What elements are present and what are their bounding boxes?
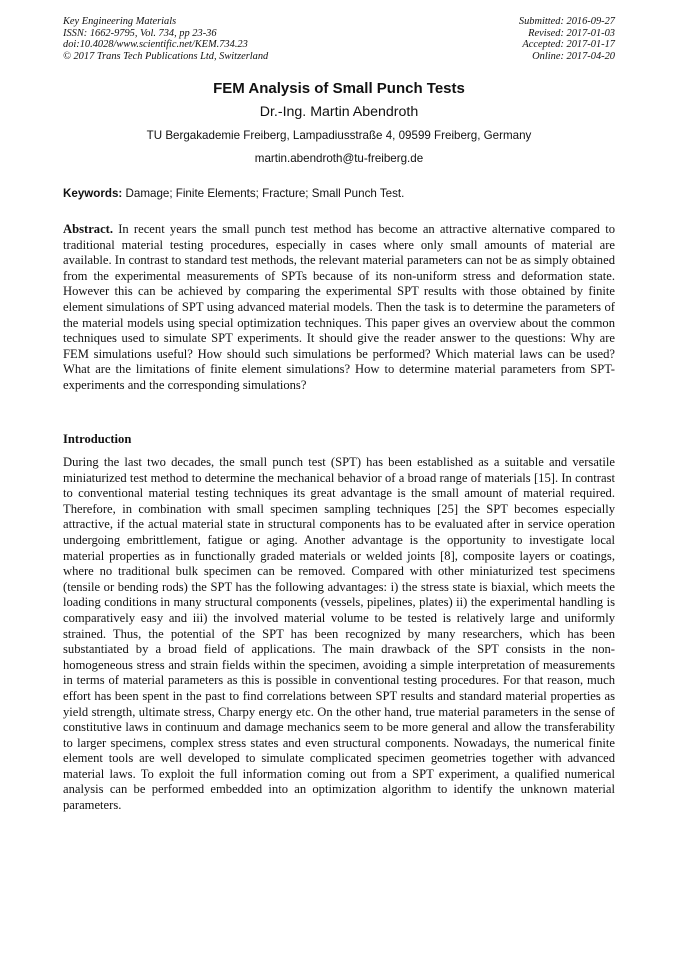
abstract [63, 222, 615, 394]
revised-date: Revised: 2017-01-03 [528, 27, 615, 39]
author-email: martin.abendroth@tu-freiberg.de [254, 152, 424, 165]
paper-title: FEM Analysis of Small Punch Tests [213, 80, 465, 97]
running-header [63, 16, 615, 62]
keywords [63, 187, 615, 201]
accepted-date: Accepted: 2017-01-17 [522, 39, 615, 51]
copyright: © 2017 Trans Tech Publications Ltd, Switzerland [63, 50, 269, 62]
title-block [63, 80, 615, 166]
keywords-label: Keywords: [63, 187, 123, 200]
abstract-text: In recent years the small punch test method has become an attractive alternative compared to traditional material testing procedures, especially in cases where only small amounts of material are available. In contrast to standard test methods, the relevant material parameters can not be as simply obtained from the experimental measurements of SPTs because of its non-uniform stress and deformation state. However this can be achieved by comparing the experimental SPT results with those obtained by finite element simulations of SPT using advanced material models. Then the task is to determine the parameters of the material models using special optimization techniques. This paper gives an overview about the common techniques used to simulate SPT experiments. It should give the reader answer to the questions: Why are FEM simulations useful? How should such simulations be performed? Which material laws can be used? What are the limitations of finite element simulations? How to determine material parameters from SPT-experiments and the corresponding simulations? [63, 222, 615, 392]
author-name: Dr.-Ing. Martin Abendroth [259, 104, 419, 120]
journal-info [63, 16, 268, 62]
online-date: Online: 2017-04-20 [532, 50, 615, 62]
section-heading-introduction: Introduction [63, 432, 132, 446]
keywords-text: Damage; Finite Elements; Fracture; Small Punch Test. [125, 187, 405, 200]
doi: doi:10.4028/www.scientific.net/KEM.734.23 [63, 39, 248, 51]
affiliation: TU Bergakademie Freiberg, Lampadiusstraße 4, 09599 Freiberg, Germany [146, 129, 532, 142]
journal-name: Key Engineering Materials [63, 16, 177, 27]
issn: ISSN: 1662-9795, Vol. 734, pp 23-36 [63, 27, 217, 39]
submitted-date: Submitted: 2016-09-27 [518, 16, 615, 27]
introduction-paragraph: During the last two decades, the small punch test (SPT) has been established as a suitable and versatile miniaturized test method to determine the mechanical behavior of a broad range of materials [15]. In contrast to conventional material testing techniques its great advantage is the small amount of material required. Therefore, in combination with small specimen sampling techniques [25] the SPT becomes especially attractive, if the actual material state in structural components has to be evaluated after in service operation undergoing embrittlement, fatigue or aging. Another advantage is the opportunity to investigate local material properties as in functionally graded materials or welded joints [8], composite layers or coatings, where no traditional bulk specimen can be removed. Compared with other miniaturized test specimens (tensile or bending rods) the SPT has the following advantages: i) the stress state is biaxial, which meets the loading conditions in many structural components (vessels, pipelines, plates) ii) the experimental handling is comparatively easy and iii) the involved material volume to be tested is relatively large and uniformly strained. Thus, the potential of the SPT has been recognized by many researchers, which has been substantiated by a broad field of applications. The main drawback of the SPT consists in the non-homogeneous stress and strain fields within the specimen, avoiding a simple interpretation of measurements in terms of material parameters as this is possible in conventional testing procedures. For that reason, much effort has been spent in the past to find correlations between SPT results and standard material properties as yield strength, ultimate stress, Charpy energy etc. On the other hand, true material parameters in the sense of constitutive laws in continuum and damage mechanics seem to be more general and allow the transferability to larger specimens, complex stress states and even structural components. Nowadays, the numerical finite element tools are well developed to simulate complicated specimen geometries together with advanced material laws. To exploit the full information coming out from a SPT experiment, a qualified numerical analysis can be performed embedded into an optimization algorithm to identify the unknown material parameters. [63, 455, 615, 813]
abstract-label: Abstract. [63, 222, 114, 236]
date-info [519, 16, 615, 62]
